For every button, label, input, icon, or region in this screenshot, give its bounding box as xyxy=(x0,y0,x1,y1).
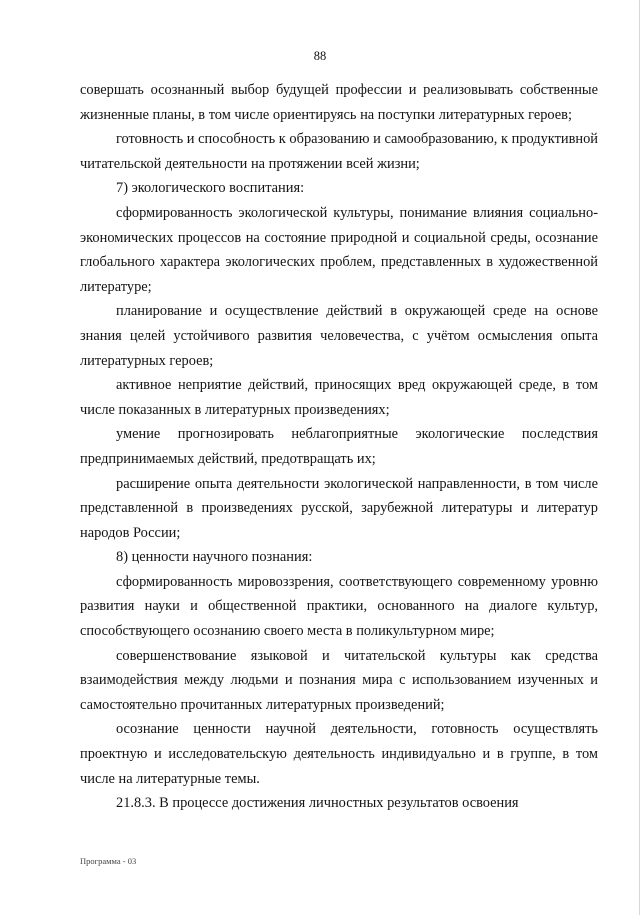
page-number: 88 xyxy=(313,49,327,63)
paragraph: сформированность мировоззрения, соответствующего современному уровню развития науки и общественной практики, основанного на диалоге культур, способствующего осознанию своего места в поликультурном мире; xyxy=(80,573,598,640)
document-body xyxy=(80,78,598,816)
paragraph: умение прогнозировать неблагоприятные экологические последствия предпринимаемых действий, предотвращать их; xyxy=(80,426,598,467)
paragraph: 21.8.3. В процессе достижения личностных результатов освоения xyxy=(116,795,519,812)
paragraph: совершенствование языковой и читательской культуры как средства взаимодействия между людьми и познания мира с использованием изученных и самостоятельно прочитанных литературных произведений; xyxy=(80,647,598,713)
paragraph: совершать осознанный выбор будущей профессии и реализовывать собственные жизненные планы, в том числе ориентируясь на поступки литературных героев; xyxy=(80,82,598,123)
section-heading: 8) ценности научного познания: xyxy=(116,549,313,566)
paragraph: расширение опыта деятельности экологической направленности, в том числе представленной в произведениях русской, зарубежной литературы и литератур народов России; xyxy=(80,475,598,541)
paragraph: сформированность экологической культуры, понимание влияния социально-экономических процессов на состояние природной и социальной среды, осознание глобального характера экологических проблем, представленных в художественной литературе; xyxy=(80,204,598,295)
page-footer: Программа - 03 xyxy=(80,856,137,866)
section-heading: 7) экологического воспитания: xyxy=(116,180,305,197)
paragraph: готовность и способность к образованию и самообразованию, к продуктивной читательской деятельности на протяжении всей жизни; xyxy=(80,131,598,172)
paragraph: осознание ценности научной деятельности, готовность осуществлять проектную и исследовательскую деятельность индивидуально и в группе, в том числе на литературные темы. xyxy=(80,721,598,787)
paragraph: активное неприятие действий, приносящих вред окружающей среде, в том числе показанных в литературных произведениях; xyxy=(80,377,598,418)
paragraph: планирование и осуществление действий в окружающей среде на основе знания целей устойчивого развития человечества, с учётом осмысления опыта литературных героев; xyxy=(80,303,598,369)
